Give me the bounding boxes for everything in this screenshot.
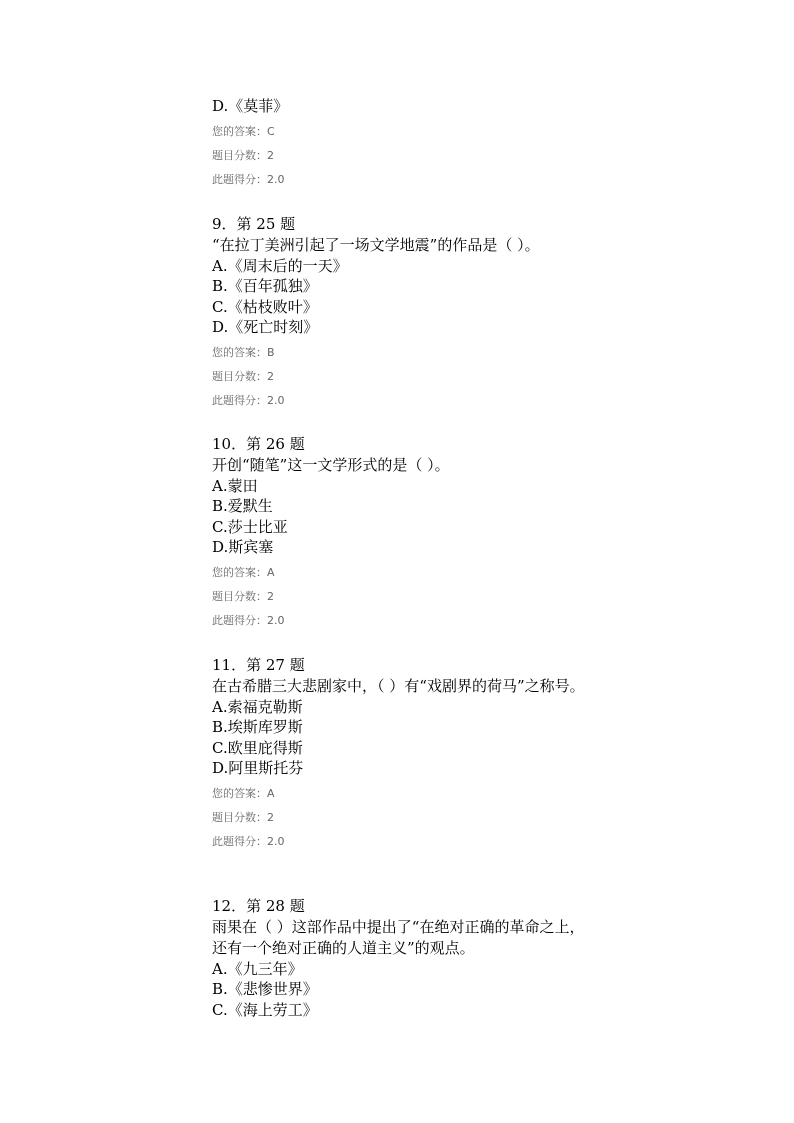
option-b: B.爱默生 — [212, 497, 273, 515]
question-score: 题目分数：2 — [212, 369, 274, 383]
option-d: D.斯宾塞 — [212, 538, 274, 556]
option-c: C.《枯枝败叶》 — [212, 297, 318, 316]
option-a: A.索福克勒斯 — [212, 697, 303, 716]
question-text: 开创“随笔”这一文学形式的是（ ）。 — [212, 455, 450, 474]
option-b: B.埃斯库罗斯 — [212, 718, 303, 736]
question-score: 题目分数：2 — [212, 148, 274, 162]
earned-score: 此题得分：2.0 — [212, 172, 285, 186]
question-block-12 — [212, 896, 587, 1020]
option-a: A.蒙田 — [212, 476, 258, 495]
your-answer: 您的答案：A — [212, 786, 275, 800]
option-d: D.《莫菲》 — [212, 97, 289, 115]
option-c: C.莎士比亚 — [212, 517, 288, 536]
question-header: 9．第 25 题 — [212, 215, 296, 233]
option-a: A.《九三年》 — [212, 959, 303, 978]
option-c: C.《海上劳工》 — [212, 1000, 318, 1019]
question-text: 在古希腊三大悲剧家中，（ ）有“戏剧界的荷马”之称号。 — [212, 676, 585, 695]
earned-score: 此题得分：2.0 — [212, 393, 285, 407]
question-header: 11．第 27 题 — [212, 656, 305, 674]
your-answer: 您的答案：A — [212, 565, 275, 579]
earned-score: 此题得分：2.0 — [212, 834, 285, 848]
question-header: 10．第 26 题 — [212, 435, 305, 453]
question-header: 12．第 28 题 — [212, 897, 305, 915]
question-text: “在拉丁美洲引起了一场文学地震”的作品是（ ）。 — [212, 235, 540, 254]
question-score: 题目分数：2 — [212, 810, 274, 824]
question-score: 题目分数：2 — [212, 589, 274, 603]
option-b: B.《百年孤独》 — [212, 277, 318, 295]
question-block-11 — [212, 655, 587, 854]
option-a: A.《周末后的一天》 — [212, 256, 348, 275]
question-block-9 — [212, 214, 587, 413]
earned-score: 此题得分：2.0 — [212, 613, 285, 627]
question-text: 雨果在（ ）这部作品中提出了“在绝对正确的革命之上，还有一个绝对正确的人道主义”的观点。 — [212, 917, 585, 957]
your-answer: 您的答案：B — [212, 345, 275, 359]
option-d: D.阿里斯托芬 — [212, 759, 304, 777]
option-c: C.欧里庇得斯 — [212, 738, 303, 757]
question-block-10 — [212, 434, 587, 633]
option-b: B.《悲惨世界》 — [212, 980, 318, 998]
prev-question-tail — [212, 96, 288, 192]
option-d: D.《死亡时刻》 — [212, 318, 319, 336]
your-answer: 您的答案：C — [212, 124, 275, 138]
